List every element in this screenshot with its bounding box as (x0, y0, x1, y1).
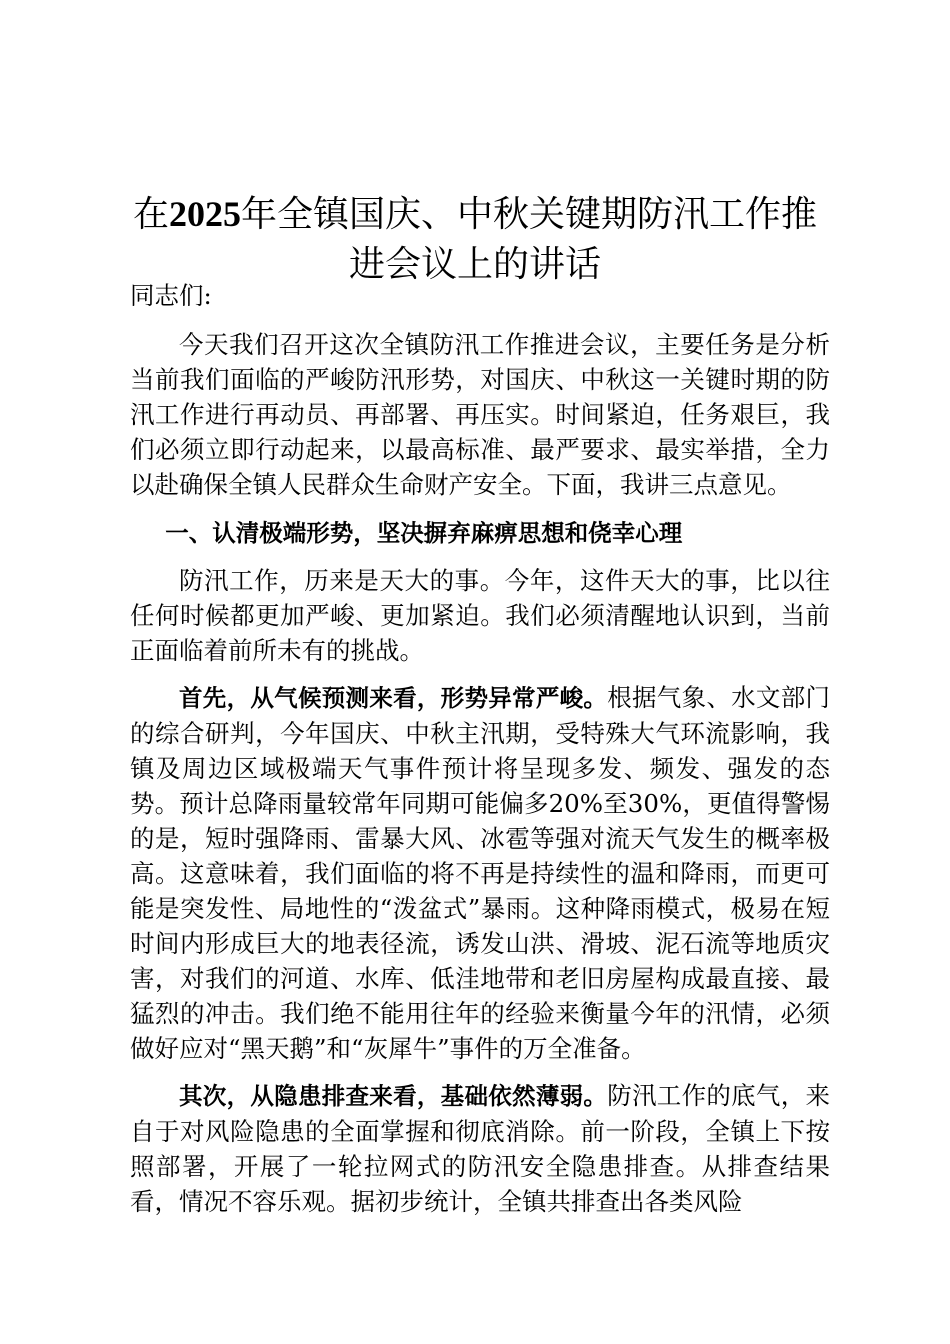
point-1-paragraph (130, 680, 830, 1066)
title-line1-rest: 年全镇国庆、中秋关键期防汛工作推 (241, 194, 818, 235)
point-1-lead: 首先，从气候预测来看，形势异常严峻。 (179, 684, 608, 712)
document-body (130, 278, 830, 1231)
point-2-paragraph (130, 1078, 830, 1219)
title-year: 2025 (169, 194, 241, 235)
document-title (110, 189, 840, 289)
intro-paragraph: 今天我们召开这次全镇防汛工作推进会议，主要任务是分析当前我们面临的严峻防汛形势，对国庆、中秋这一关键时期的防汛工作进行再动员、再部署、再压实。时间紧迫，任务艰巨，我们必须立即行动起来，以最高标准、最严要求、最实举措，全力以赴确保全镇人民群众生命财产安全。下面，我讲三点意见。 (130, 330, 830, 499)
point-1-text: 根据气象、水文部门的综合研判，今年国庆、中秋主汛期，受特殊大气环流影响，我镇及周边区域极端天气事件预计将呈现多发、频发、强发的态势。预计总降雨量较常年同期可能偏多20%至30%，更值得警惕的是，短时强降雨、雷暴大风、冰雹等强对流天气发生的概率极高。这意味着，我们面临的将不再是持续性的温和降雨，而更可能是突发性、局地性的“泼盆式”暴雨。这种降雨模式，极易在短时间内形成巨大的地表径流，诱发山洪、滑坡、泥石流等地质灾害，对我们的河道、水库、低洼地带和老旧房屋构成最直接、最猛烈的冲击。我们绝不能用往年的经验来衡量今年的汛情，必须做好应对“黑天鹅”和“灰犀牛”事件的万全准备。 (130, 683, 831, 1063)
salutation: 同志们: (130, 281, 212, 310)
title-prefix: 在 (132, 194, 169, 235)
title-line2: 进会议上的讲话 (348, 244, 601, 285)
section-1-heading: 一、认清极端形势，坚决摒弃麻痹思想和侥幸心理 (165, 519, 683, 547)
point-2-text: 防汛工作的底气，来自于对风险隐患的全面掌握和彻底消除。前一阶段，全镇上下按照部署，开展了一轮拉网式的防汛安全隐患排查。从排查结果看，情况不容乐观。据初步统计，全镇共排查出各类风险 (130, 1081, 831, 1216)
section-1-paragraph: 防汛工作，历来是天大的事。今年，这件天大的事，比以往任何时候都更加严峻、更加紧迫。我们必须清醒地认识到，当前正面临着前所未有的挑战。 (130, 566, 830, 665)
point-2-lead: 其次，从隐患排查来看，基础依然薄弱。 (179, 1082, 608, 1110)
